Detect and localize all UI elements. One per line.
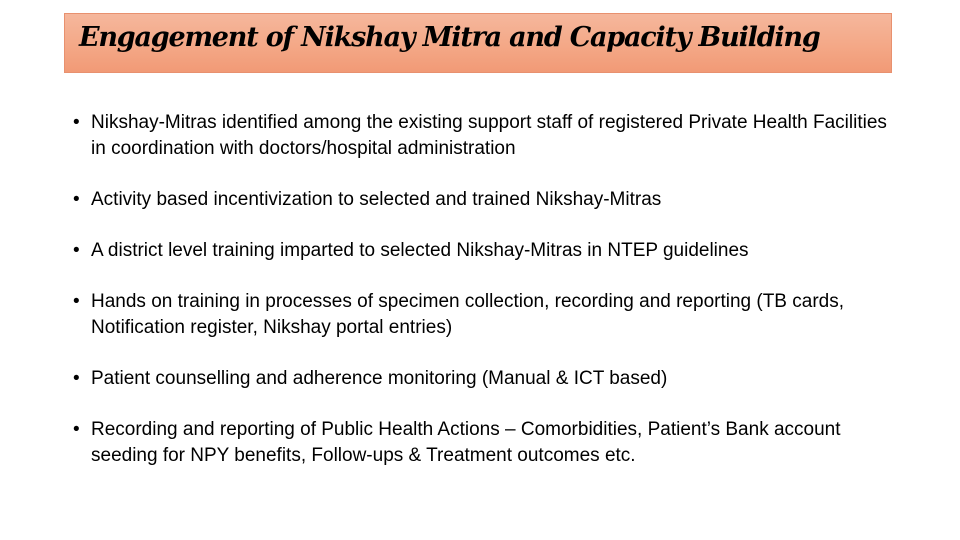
bullet-text: A district level training imparted to selected Nikshay-Mitras in NTEP guidelines bbox=[91, 240, 749, 261]
slide-title: Engagement of Nikshay Mitra and Capacity Building bbox=[79, 22, 820, 53]
bullet-dot: • bbox=[73, 368, 80, 389]
bullet-dot: • bbox=[73, 291, 80, 312]
bullet-text: Nikshay-Mitras identified among the existing support staff of registered Private Health Facilities in coordination with doctors/hospital administration bbox=[91, 112, 887, 159]
title-banner bbox=[64, 13, 892, 73]
bullet-item bbox=[73, 289, 893, 341]
bullet-item bbox=[73, 417, 893, 469]
bullet-text: Activity based incentivization to selected and trained Nikshay-Mitras bbox=[91, 189, 662, 210]
bullet-dot: • bbox=[73, 240, 80, 261]
bullet-dot: • bbox=[73, 419, 80, 440]
bullet-item bbox=[73, 238, 893, 264]
bullet-list bbox=[73, 110, 893, 494]
bullet-dot: • bbox=[73, 112, 80, 133]
bullet-text: Recording and reporting of Public Health Actions – Comorbidities, Patient’s Bank account seeding for NPY benefits, Follow-ups & Treatment outcomes etc. bbox=[91, 419, 841, 466]
bullet-text: Patient counselling and adherence monitoring (Manual & ICT based) bbox=[91, 368, 668, 389]
bullet-item bbox=[73, 110, 893, 162]
bullet-dot: • bbox=[73, 189, 80, 210]
bullet-item bbox=[73, 187, 893, 213]
bullet-text: Hands on training in processes of specimen collection, recording and reporting (TB cards, Notification register, Nikshay portal entries) bbox=[91, 291, 844, 338]
bullet-item bbox=[73, 366, 893, 392]
